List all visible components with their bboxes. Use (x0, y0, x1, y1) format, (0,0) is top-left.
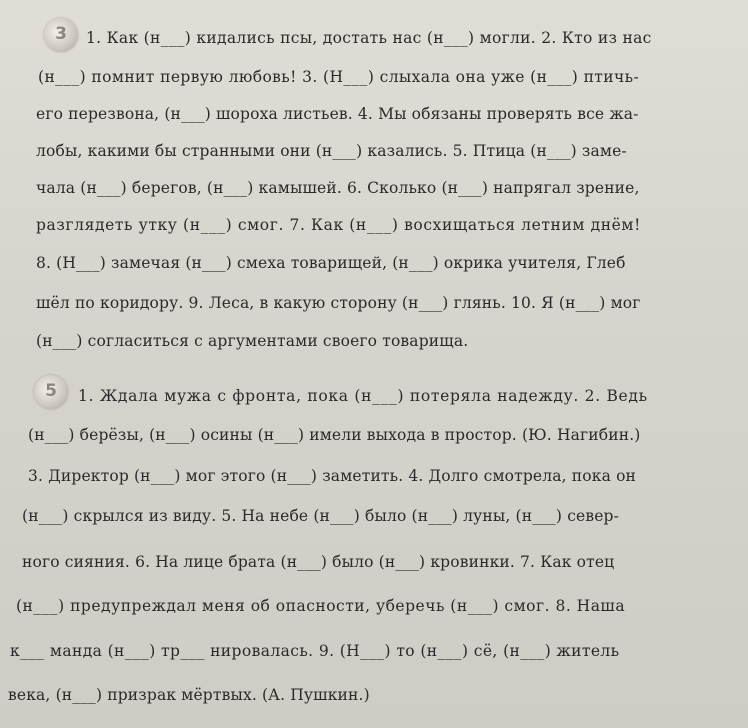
exercise-1-line: разглядеть утку (н___) смог. 7. Как (н___) восхищаться летним днём! (36, 216, 641, 234)
exercise-1-number: 3 (55, 24, 67, 44)
exercise-2-line: 3. Директор (н___) мог этого (н___) заметить. 4. Долго смотрела, пока он (28, 467, 637, 485)
exercise-2-line: (н___) берёзы, (н___) осины (н___) имели выхода в простор. (Ю. Нагибин.) (28, 426, 641, 444)
exercise-2-number: 5 (45, 381, 57, 401)
exercise-1-line: (н___) согласиться с аргументами своего товарища. (36, 332, 469, 350)
exercise-1-line: его перезвона, (н___) шороха листьев. 4. Мы обязаны проверять все жа- (36, 105, 639, 123)
exercise-1-marker-icon (44, 18, 78, 52)
exercise-1-line: 8. (Н___) замечая (н___) смеха товарищей, (н___) окрика учителя, Глеб (36, 254, 626, 272)
exercise-1-line: шёл по коридору. 9. Леса, в какую сторону (н___) глянь. 10. Я (н___) мог (36, 294, 641, 312)
exercise-2-line: века, (н___) призрак мёртвых. (А. Пушкин.) (8, 686, 370, 704)
exercise-2-line: к___ манда (н___) тр___ нировалась. 9. (Н___) то (н___) сё, (н___) житель (10, 642, 620, 660)
exercise-1-line: лобы, какими бы странными они (н___) казались. 5. Птица (н___) заме- (36, 142, 627, 160)
exercise-2-line: ного сияния. 6. На лице брата (н___) было (н___) кровинки. 7. Как отец (22, 553, 615, 571)
exercise-2-line: 1. Ждала мужа с фронта, пока (н___) потеряла надежду. 2. Ведь (78, 387, 648, 405)
exercise-2-marker-icon (34, 375, 68, 409)
exercise-1-line: чала (н___) берегов, (н___) камышей. 6. Сколько (н___) напрягал зрение, (36, 179, 640, 197)
exercise-1-line: (н___) помнит первую любовь! 3. (Н___) слыхала она уже (н___) птичь- (38, 68, 640, 86)
exercise-2-line: (н___) скрылся из виду. 5. На небе (н___) было (н___) луны, (н___) север- (22, 507, 620, 525)
exercise-1-line: 1. Как (н___) кидались псы, достать нас (н___) могли. 2. Кто из нас (86, 29, 652, 47)
exercise-2-line: (н___) предупреждал меня об опасности, уберечь (н___) смог. 8. Наша (16, 597, 626, 615)
